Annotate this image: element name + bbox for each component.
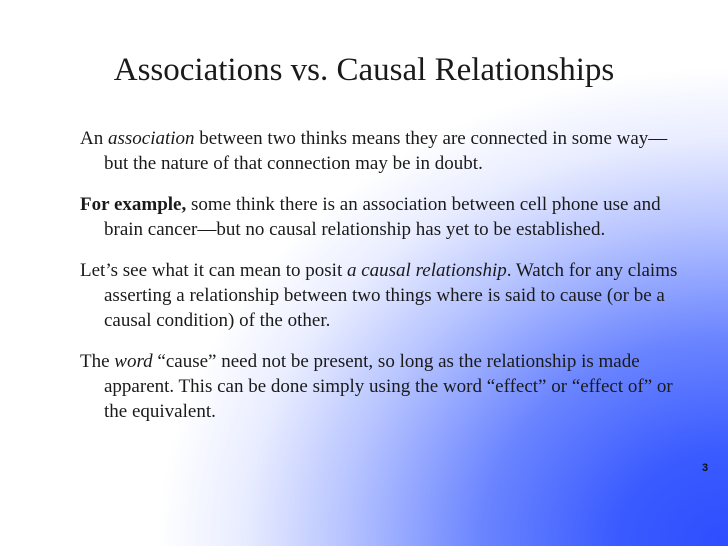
paragraph-example [80, 192, 680, 242]
para4-text-c: “cause” need not be present, so long as the relationship is made apparent. This can be done simply using the word “effect” or “effect of” or the equivalent. [104, 351, 673, 422]
para2-text-b: some think there is an association between cell phone use and brain cancer—but no causal relationship has yet to be established. [104, 194, 661, 240]
para3-text-c: . Watch for any claims asserting a relationship between two things where is said to cause (or be a causal condition) of the other. [104, 260, 678, 331]
para4-text-a: The [80, 351, 115, 372]
para3-text-a: Let’s see what it can mean to posit [80, 260, 347, 281]
para1-text-c: between two thinks means they are connected in some way—but the nature of that connection may be in doubt. [104, 128, 668, 174]
para1-italic-association: association [107, 128, 195, 149]
page-number: 3 [702, 462, 709, 474]
slide-title: Associations vs. Causal Relationships [113, 52, 615, 88]
para1-text-a: An [80, 128, 108, 149]
para2-bold-for-example: For example, [80, 194, 187, 215]
slide-body [80, 126, 680, 440]
para3-italic-causal-relationship: a causal relationship [346, 260, 507, 281]
paragraph-association [80, 126, 680, 176]
paragraph-word [80, 349, 680, 424]
paragraph-causal [80, 258, 680, 333]
para4-italic-word: word [114, 351, 153, 372]
